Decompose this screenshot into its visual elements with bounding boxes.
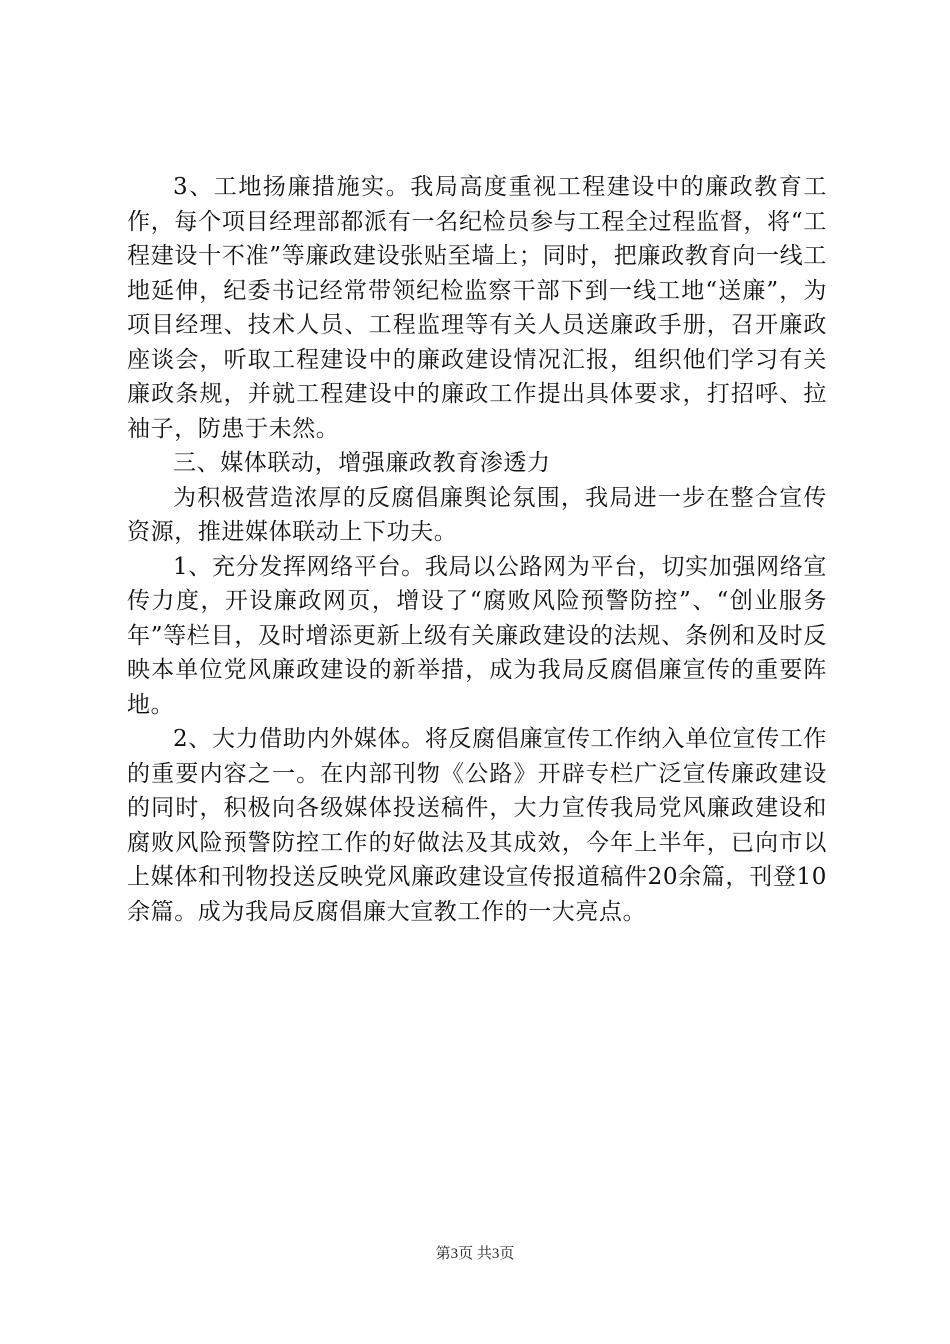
- section-heading-media-linkage: 三、媒体联动，增强廉政教育渗透力: [173, 450, 551, 476]
- paragraph-media-intro: 为积极营造浓厚的反腐倡廉舆论氛围，我局进一步在整合宣传资源，推进媒体联动上下功夫。: [127, 484, 827, 545]
- paragraph-internal-external-media: 2、大力借助内外媒体。将反腐倡廉宣传工作纳入单位宣传工作的重要内容之一。在内部刊物《公路》开辟专栏广泛宣传廉政建设的同时，积极向各级媒体投送稿件，大力宣传我局党风廉政建设和腐败风险预警防控工作的好做法及其成效，今年上半年，已向市以上媒体和刊物投送反映党风廉政建设宣传报道稿件20余篇，刊登10余篇。成为我局反腐倡廉大宣教工作的一大亮点。: [127, 726, 827, 925]
- page-number-footer: 第3页 共3页: [435, 1246, 515, 1262]
- paragraph-site-integrity-measures: 3、工地扬廉措施实。我局高度重视工程建设中的廉政教育工作，每个项目经理部都派有一名纪检员参与工程全过程监督，将“工程建设十不准”等廉政建设张贴至墙上；同时，把廉政教育向一线工地延伸，纪委书记经常带领纪检监察干部下到一线工地“送廉”，为项目经理、技术人员、工程监理等有关人员送廉政手册，召开廉政座谈会，听取工程建设中的廉政建设情况汇报，组织他们学习有关廉政条规，并就工程建设中的廉政工作提出具体要求，打招呼、拉袖子，防患于未然。: [127, 174, 827, 442]
- document-body: [127, 170, 827, 929]
- paragraph-network-platform: 1、充分发挥网络平台。我局以公路网为平台，切实加强网络宣传力度，开设廉政网页，增设了“腐败风险预警防控”、“创业服务年”等栏目，及时增添更新上级有关廉政建设的法规、条例和及时反映本单位党风廉政建设的新举措，成为我局反腐倡廉宣传的重要阵地。: [127, 553, 827, 718]
